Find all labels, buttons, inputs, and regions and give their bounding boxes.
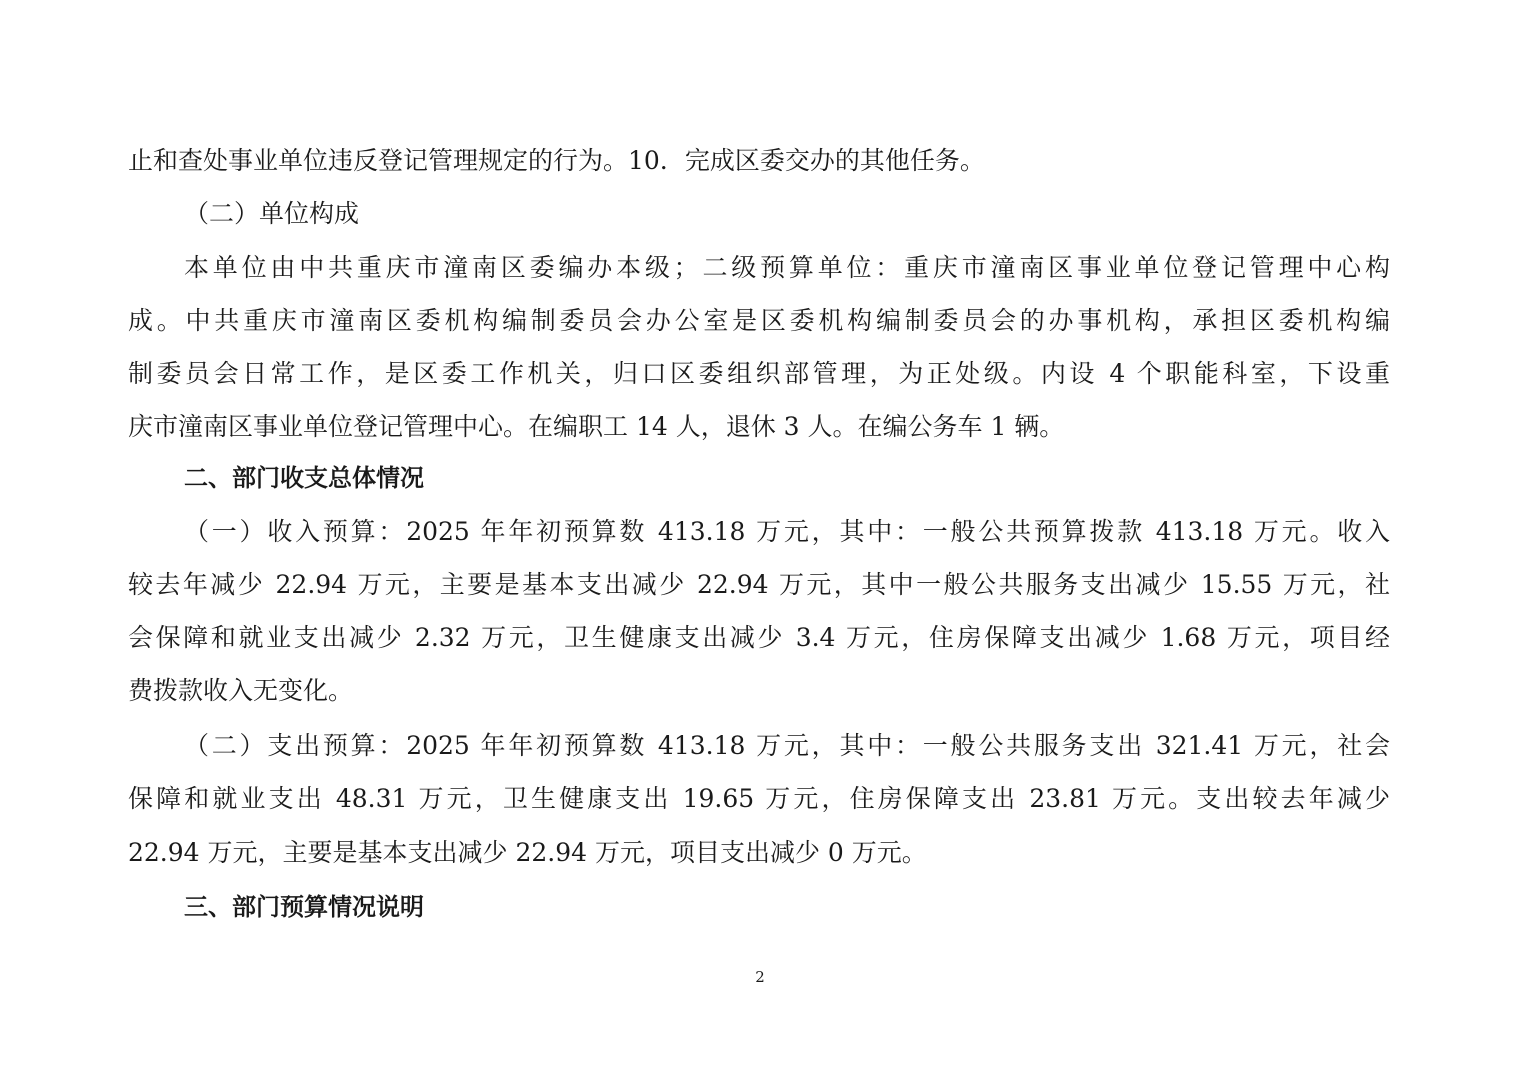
paragraph-line-9: 较去年减少 22.94 万元，主要是基本支出减少 22.94 万元，其中一般公共服务支出减少 15.55 万元，社: [128, 570, 1390, 599]
section-heading-overall-income-expense: 二、部门收支总体情况: [184, 464, 424, 492]
paragraph-line-10: 会保障和就业支出减少 2.32 万元，卫生健康支出减少 3.4 万元，住房保障支出减少 1.68 万元，项目经: [128, 623, 1390, 652]
paragraph-line-1: 止和查处事业单位违反登记管理规定的行为。10．完成区委交办的其他任务。: [128, 146, 985, 175]
paragraph-line-12: （二）支出预算：2025 年年初预算数 413.18 万元，其中：一般公共服务支出 321.41 万元，社会: [184, 731, 1390, 760]
section-subheading-unit-composition: （二）单位构成: [184, 199, 360, 228]
paragraph-line-5: 制委员会日常工作，是区委工作机关，归口区委组织部管理，为正处级。内设 4 个职能科室，下设重: [128, 359, 1390, 388]
page-number: 2: [755, 968, 765, 986]
paragraph-line-4: 成。中共重庆市潼南区委机构编制委员会办公室是区委机构编制委员会的办事机构，承担区委机构编: [128, 306, 1390, 335]
section-heading-budget-explanation: 三、部门预算情况说明: [184, 893, 424, 921]
paragraph-line-14: 22.94 万元，主要是基本支出减少 22.94 万元，项目支出减少 0 万元。: [128, 838, 927, 867]
paragraph-line-3: 本单位由中共重庆市潼南区委编办本级；二级预算单位：重庆市潼南区事业单位登记管理中心构: [184, 253, 1390, 282]
paragraph-line-8: （一）收入预算：2025 年年初预算数 413.18 万元，其中：一般公共预算拨款 413.18 万元。收入: [184, 517, 1390, 546]
paragraph-line-13: 保障和就业支出 48.31 万元，卫生健康支出 19.65 万元，住房保障支出 23.81 万元。支出较去年减少: [128, 784, 1390, 813]
paragraph-line-11: 费拨款收入无变化。: [128, 676, 354, 705]
paragraph-line-6: 庆市潼南区事业单位登记管理中心。在编职工 14 人，退休 3 人。在编公务车 1 辆。: [128, 412, 1065, 441]
